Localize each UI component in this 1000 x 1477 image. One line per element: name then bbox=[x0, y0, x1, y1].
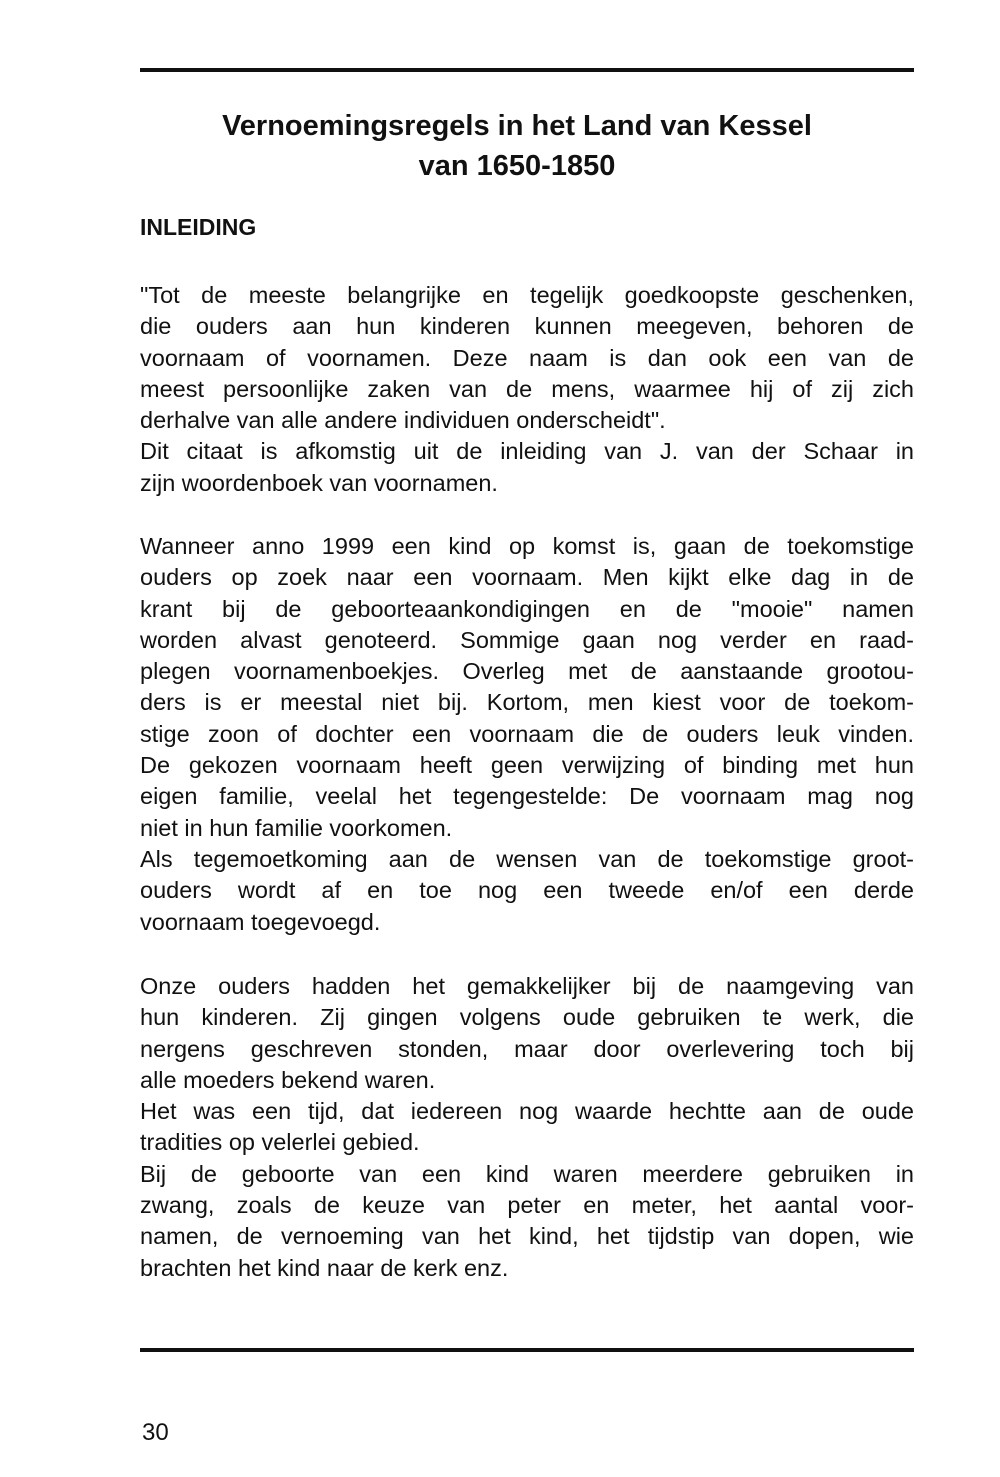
paragraph-line: zijn woordenboek van voornamen. bbox=[140, 469, 498, 496]
paragraph-line: derhalve van alle andere individuen onderscheidt". bbox=[140, 407, 666, 434]
paragraph-line: tradities op velerlei gebied. bbox=[140, 1129, 420, 1156]
paragraph-line: Dit citaat is afkomstig uit de inleiding van J. van der Schaar in bbox=[140, 438, 914, 465]
paragraph-line: stige zoon of dochter een voornaam die de ouders leuk vinden. bbox=[140, 720, 914, 747]
paragraph-line: Onze ouders hadden het gemakkelijker bij de naamgeving van bbox=[140, 973, 914, 999]
paragraph-line: meest persoonlijke zaken van de mens, waarmee hij of zij zich bbox=[140, 375, 914, 402]
paragraph-line: eigen familie, veelal het tegengestelde: De voornaam mag nog bbox=[140, 783, 914, 810]
paragraph-line: brachten het kind naar de kerk enz. bbox=[140, 1254, 509, 1281]
paragraph-line: De gekozen voornaam heeft geen verwijzing of binding met hun bbox=[140, 752, 914, 779]
paragraph-line: hun kinderen. Zij gingen volgens oude gebruiken te werk, die bbox=[140, 1004, 914, 1031]
paragraph-line: Wanneer anno 1999 een kind op komst is, gaan de toekomstige bbox=[140, 533, 914, 559]
paragraph-line: die ouders aan hun kinderen kunnen meegeven, behoren de bbox=[140, 313, 914, 340]
section-heading: INLEIDING bbox=[140, 214, 257, 240]
title-line-2: van 1650-1850 bbox=[418, 150, 616, 182]
paragraph-line: alle moeders bekend waren. bbox=[140, 1066, 436, 1093]
paragraph-line: ders is er meestal niet bij. Kortom, men kiest voor de toekom- bbox=[140, 689, 914, 716]
title-line-1: Vernoemingsregels in het Land van Kessel bbox=[222, 110, 812, 142]
page-title bbox=[130, 106, 904, 186]
paragraph-3 bbox=[140, 971, 914, 1284]
paragraph-line: Als tegemoetkoming aan de wensen van de toekomstige groot- bbox=[140, 845, 914, 872]
paragraph-line: Bij de geboorte van een kind waren meerdere gebruiken in bbox=[140, 1160, 914, 1187]
paragraph-1 bbox=[140, 280, 914, 499]
paragraph-line: krant bij de geboorteaankondigingen en de "mooie" namen bbox=[140, 595, 914, 622]
bottom-rule bbox=[140, 1348, 914, 1352]
paragraph-line: nergens geschreven stonden, maar door overlevering toch bij bbox=[140, 1035, 914, 1062]
paragraph-line: Het was een tijd, dat iedereen nog waarde hechtte aan de oude bbox=[140, 1098, 914, 1125]
paragraph-line: "Tot de meeste belangrijke en tegelijk goedkoopste geschenken, bbox=[140, 282, 914, 308]
page-number: 30 bbox=[142, 1419, 169, 1446]
paragraph-line: ouders wordt af en toe nog een tweede en/of een derde bbox=[140, 877, 914, 904]
paragraph-line: namen, de vernoeming van het kind, het tijdstip van dopen, wie bbox=[140, 1223, 914, 1250]
paragraph-line: voornaam toegevoegd. bbox=[140, 908, 381, 935]
paragraph-line: plegen voornamenboekjes. Overleg met de aanstaande grootou- bbox=[140, 658, 914, 685]
top-rule bbox=[140, 68, 914, 72]
paragraph-line: ouders op zoek naar een voornaam. Men kijkt elke dag in de bbox=[140, 564, 914, 591]
paragraph-2 bbox=[140, 531, 914, 938]
paragraph-line: zwang, zoals de keuze van peter en meter, het aantal voor- bbox=[140, 1192, 914, 1219]
paragraph-line: voornaam of voornamen. Deze naam is dan ook een van de bbox=[140, 344, 914, 371]
paragraph-line: worden alvast genoteerd. Sommige gaan nog verder en raad- bbox=[140, 626, 914, 653]
paragraph-line: niet in hun familie voorkomen. bbox=[140, 814, 453, 841]
